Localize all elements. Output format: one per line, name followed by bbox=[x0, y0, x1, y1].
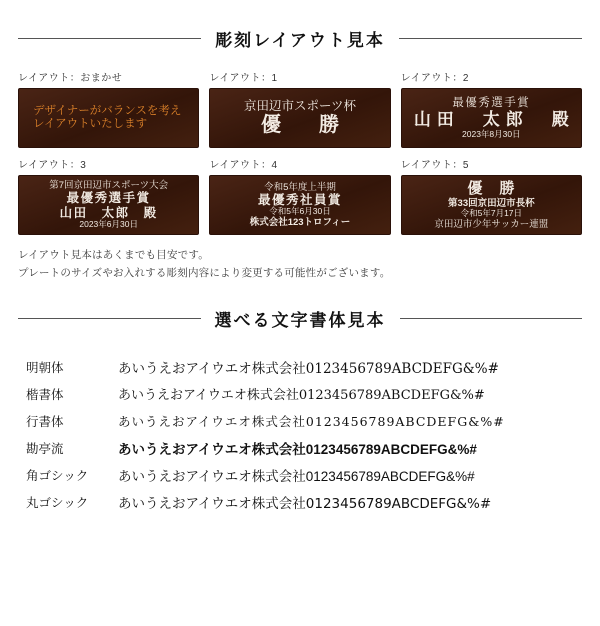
plate-label: レイアウト：3 bbox=[18, 160, 87, 171]
font-name-label: 丸ゴシック bbox=[26, 495, 89, 510]
font-sample-row bbox=[26, 380, 574, 407]
plate-label: レイアウト：5 bbox=[400, 160, 469, 171]
plate-line: デザイナーがバランスを考え bbox=[33, 104, 182, 117]
font-sample-text: あいうえおアイウエオ株式会社0123456789ABCDEFG&%# bbox=[118, 495, 492, 512]
plate-line: 山田 太郎 殿 bbox=[413, 109, 575, 129]
plate-line: 優 勝 bbox=[467, 180, 516, 198]
plate-label: レイアウト：おまかせ bbox=[18, 73, 123, 84]
engraving-plate-preview bbox=[209, 88, 390, 148]
plate-line: 2023年8月30日 bbox=[462, 128, 521, 139]
layout-note-line: プレートのサイズやお入れする彫刻内容により変更する可能性がございます。 bbox=[18, 267, 391, 279]
plate-line: 株式会社123トロフィー bbox=[249, 217, 351, 229]
plate-sample-cell bbox=[209, 156, 390, 235]
heading-rule-left bbox=[18, 38, 201, 39]
font-sample-row bbox=[26, 488, 574, 515]
layout-section-title: 彫刻レイアウト見本 bbox=[215, 31, 385, 50]
font-name-label: 楷書体 bbox=[26, 387, 64, 402]
plate-line: 令和5年7月17日 bbox=[460, 207, 523, 218]
plate-sample-cell bbox=[401, 69, 582, 148]
font-sample-row bbox=[26, 434, 574, 461]
layout-notes bbox=[12, 247, 588, 280]
font-sample-text: あいうえおアイウエオ株式会社0123456789ABCDEFG&%# bbox=[118, 468, 475, 484]
page-root bbox=[0, 26, 600, 626]
font-sample-text: あいうえおアイウエオ株式会社0123456789ABCDEFG&%# bbox=[118, 441, 477, 457]
font-sample-text: あいうえおアイウエオ株式会社0123456789ABCDEFG&%# bbox=[118, 413, 505, 429]
plate-label: レイアウト：2 bbox=[400, 73, 469, 84]
font-sample-list bbox=[12, 353, 588, 515]
plate-line: 山田 太郎 殿 bbox=[59, 205, 158, 220]
font-name-label: 行書体 bbox=[26, 414, 64, 429]
plate-line: 最優秀選手賞 bbox=[66, 191, 151, 206]
font-sample-row bbox=[26, 353, 574, 380]
plate-line: 京田辺市スポーツ杯 bbox=[243, 99, 356, 114]
heading-rule-right bbox=[399, 38, 582, 39]
plate-line: 第33回京田辺市長杯 bbox=[448, 197, 535, 209]
font-sample-row bbox=[26, 407, 574, 434]
font-sample-text: あいうえおアイウエオ株式会社0123456789ABCDEFG&%# bbox=[118, 388, 485, 403]
engraving-plate-preview bbox=[401, 175, 582, 235]
plate-line: レイアウトいたします bbox=[33, 118, 148, 130]
plate-label: レイアウト：4 bbox=[209, 160, 278, 171]
plate-label: レイアウト：1 bbox=[209, 73, 278, 84]
engraving-plate-preview bbox=[401, 88, 582, 148]
engraving-plate-preview bbox=[18, 88, 199, 148]
plate-line: 京田辺市少年サッカー連盟 bbox=[434, 218, 549, 230]
plate-line: 令和5年6月30日 bbox=[269, 206, 331, 217]
plate-line: 2023年6月30日 bbox=[79, 219, 138, 230]
font-name-label: 角ゴシック bbox=[26, 468, 89, 483]
font-name-label: 明朝体 bbox=[26, 360, 64, 375]
plate-sample-cell bbox=[401, 156, 582, 235]
plate-line: 令和5年度上半期 bbox=[264, 181, 336, 193]
font-section-title: 選べる文字書体見本 bbox=[214, 311, 386, 330]
font-section-heading bbox=[12, 306, 588, 331]
plate-sample-cell bbox=[209, 69, 390, 148]
plate-sample-grid bbox=[12, 69, 588, 235]
font-name-label: 勘亭流 bbox=[26, 441, 64, 456]
plate-sample-cell bbox=[18, 69, 199, 148]
layout-section-heading bbox=[12, 26, 588, 51]
font-sample-row bbox=[26, 461, 574, 488]
plate-sample-cell bbox=[18, 156, 199, 235]
engraving-plate-preview bbox=[18, 175, 199, 235]
plate-line: 優 勝 bbox=[260, 113, 348, 136]
plate-line: 最優秀選手賞 bbox=[452, 96, 531, 109]
font-section bbox=[12, 306, 588, 515]
plate-line: 最優秀社員賞 bbox=[257, 192, 342, 207]
heading-rule-right bbox=[400, 318, 583, 319]
layout-note-line: レイアウト見本はあくまでも目安です。 bbox=[18, 249, 209, 261]
plate-line: 第7回京田辺市スポーツ大会 bbox=[49, 180, 169, 192]
engraving-plate-preview bbox=[209, 175, 390, 235]
font-sample-text: あいうえおアイウエオ株式会社0123456789ABCDEFG&%# bbox=[118, 360, 499, 377]
heading-rule-left bbox=[18, 318, 201, 319]
